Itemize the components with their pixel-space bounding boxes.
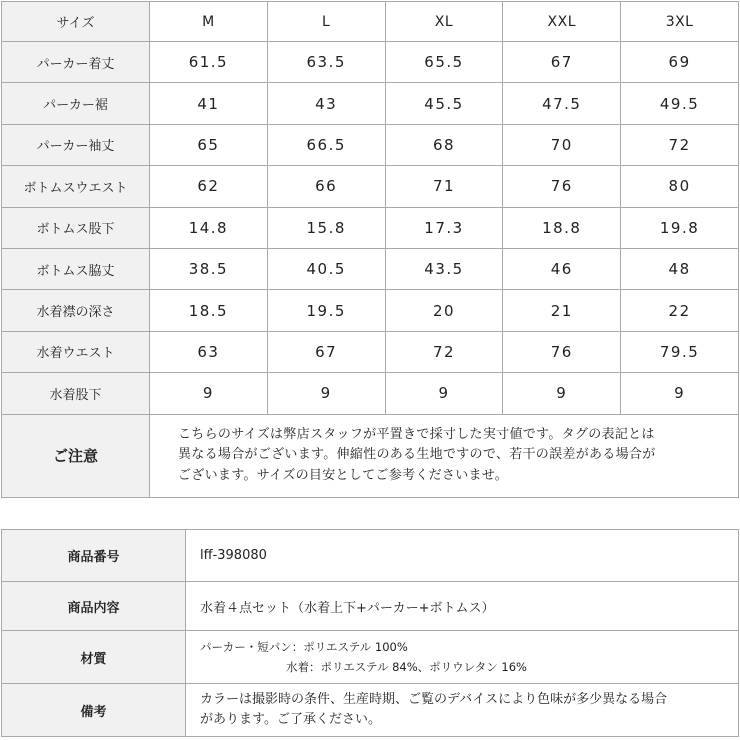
size-cell: 9	[621, 373, 739, 414]
size-row-label: ボトムス股下	[2, 207, 150, 248]
size-cell: 68	[385, 124, 503, 165]
size-row-label: パーカー裾	[2, 83, 150, 124]
size-table	[1, 1, 739, 498]
size-cell: 80	[621, 166, 739, 207]
size-cell: 62	[150, 166, 268, 207]
size-row	[2, 373, 739, 414]
size-row-label: ボトムス脇丈	[2, 248, 150, 289]
size-cell: 20	[385, 290, 503, 331]
size-cell: 67	[503, 42, 621, 83]
size-header-3xl: 3XL	[621, 2, 739, 42]
size-cell: 47.5	[503, 83, 621, 124]
product-number-row	[2, 530, 739, 582]
size-header-m: M	[150, 2, 268, 42]
size-cell: 14.8	[150, 207, 268, 248]
size-cell: 15.8	[267, 207, 385, 248]
product-contents-label: 商品内容	[2, 582, 186, 631]
size-cell: 63	[150, 331, 268, 372]
note-label: ご注意	[2, 414, 150, 497]
size-cell: 61.5	[150, 42, 268, 83]
size-row	[2, 248, 739, 289]
size-header-label: サイズ	[2, 2, 150, 42]
size-cell: 9	[503, 373, 621, 414]
size-row-label: パーカー着丈	[2, 42, 150, 83]
size-header-l: L	[267, 2, 385, 42]
size-cell: 9	[385, 373, 503, 414]
remarks-line: があります。ご了承ください。	[200, 712, 381, 727]
size-cell: 71	[385, 166, 503, 207]
product-info-table	[1, 529, 739, 737]
size-cell: 41	[150, 83, 268, 124]
size-cell: 72	[621, 124, 739, 165]
size-row	[2, 290, 739, 331]
note-text	[150, 414, 739, 497]
material-row	[2, 631, 739, 684]
material-value	[186, 631, 739, 684]
size-row	[2, 166, 739, 207]
size-header-row	[2, 2, 739, 42]
size-row-label: 水着ウエスト	[2, 331, 150, 372]
size-cell: 9	[267, 373, 385, 414]
material-line: パーカー・短パン：ポリエステル 100%	[200, 640, 408, 654]
size-cell: 63.5	[267, 42, 385, 83]
size-cell: 48	[621, 248, 739, 289]
size-row	[2, 42, 739, 83]
size-cell: 43	[267, 83, 385, 124]
remarks-value	[186, 684, 739, 737]
size-row-label: ボトムスウエスト	[2, 166, 150, 207]
size-row	[2, 83, 739, 124]
size-cell: 70	[503, 124, 621, 165]
size-cell: 9	[150, 373, 268, 414]
size-cell: 43.5	[385, 248, 503, 289]
size-cell: 69	[621, 42, 739, 83]
remarks-line: カラーは撮影時の条件、生産時期、ご覧のデバイスにより色味が多少異なる場合	[200, 692, 668, 707]
size-cell: 76	[503, 331, 621, 372]
size-cell: 65	[150, 124, 268, 165]
size-row	[2, 124, 739, 165]
size-cell: 19.8	[621, 207, 739, 248]
remarks-label: 備考	[2, 684, 186, 737]
size-row	[2, 331, 739, 372]
product-contents-row	[2, 582, 739, 631]
size-cell: 38.5	[150, 248, 268, 289]
size-cell: 18.8	[503, 207, 621, 248]
size-header-xl: XL	[385, 2, 503, 42]
size-cell: 45.5	[385, 83, 503, 124]
product-contents-value: 水着４点セット（水着上下+パーカー+ボトムス）	[186, 582, 739, 631]
size-row-label: 水着股下	[2, 373, 150, 414]
size-cell: 76	[503, 166, 621, 207]
size-cell: 22	[621, 290, 739, 331]
size-row	[2, 207, 739, 248]
material-line: 水着：ポリエステル 84%、ポリウレタン 16%	[286, 660, 527, 674]
size-cell: 66.5	[267, 124, 385, 165]
size-row-label: 水着襟の深さ	[2, 290, 150, 331]
size-header-xxl: XXL	[503, 2, 621, 42]
size-cell: 65.5	[385, 42, 503, 83]
size-cell: 67	[267, 331, 385, 372]
product-number-label: 商品番号	[2, 530, 186, 582]
material-label: 材質	[2, 631, 186, 684]
size-cell: 79.5	[621, 331, 739, 372]
note-row	[2, 414, 739, 497]
size-cell: 17.3	[385, 207, 503, 248]
note-line: こちらのサイズは弊店スタッフが平置きで採寸した実寸値です。タグの表記とは	[178, 426, 655, 442]
size-cell: 21	[503, 290, 621, 331]
size-cell: 66	[267, 166, 385, 207]
size-cell: 40.5	[267, 248, 385, 289]
size-cell: 19.5	[267, 290, 385, 331]
note-line: ございます。サイズの目安としてご参考くださいませ。	[178, 467, 509, 483]
size-cell: 49.5	[621, 83, 739, 124]
size-cell: 46	[503, 248, 621, 289]
size-row-label: パーカー袖丈	[2, 124, 150, 165]
product-number-value: lff-398080	[186, 530, 739, 582]
remarks-row	[2, 684, 739, 737]
note-line: 異なる場合がございます。伸縮性のある生地ですので、若干の誤差がある場合が	[178, 447, 656, 463]
size-cell: 18.5	[150, 290, 268, 331]
size-cell: 72	[385, 331, 503, 372]
